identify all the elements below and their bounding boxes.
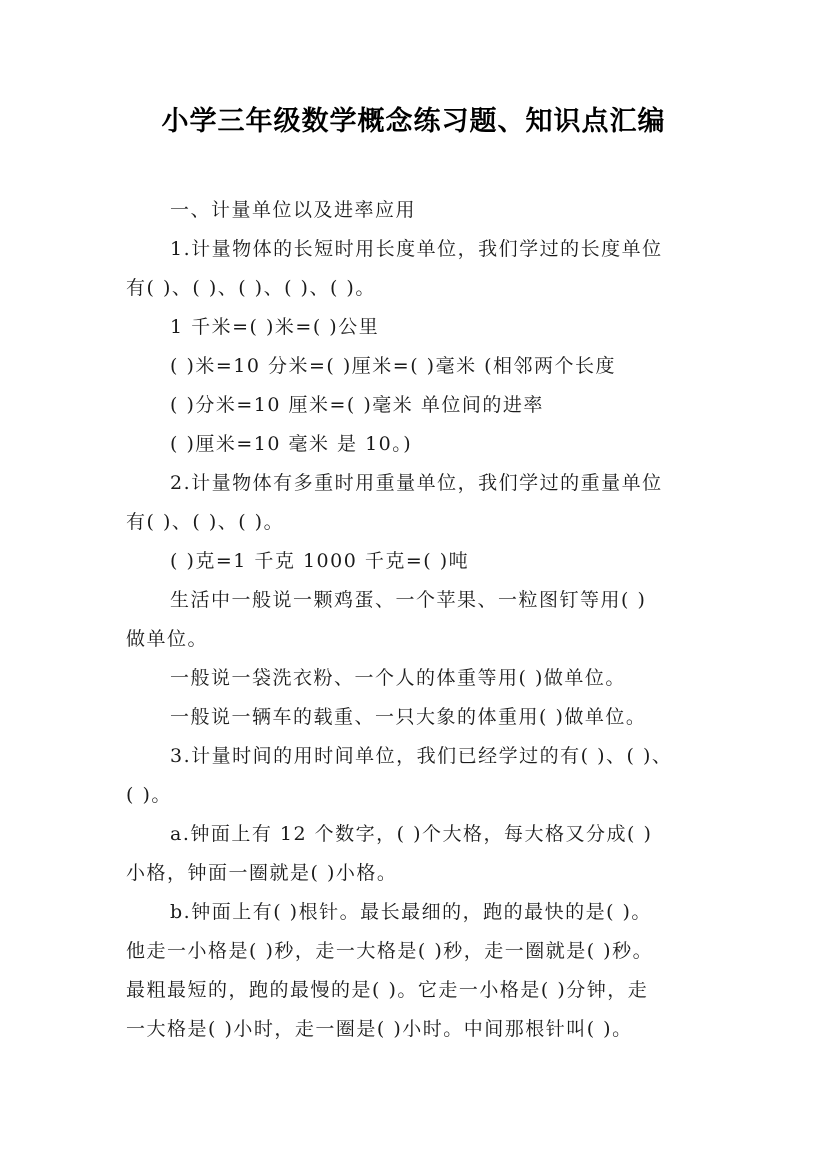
question-1-blanks: 有( )、( )、( )、( )、( )。: [126, 277, 376, 299]
clock-question-a-cont: 小格，钟面一圈就是( )小格。: [126, 862, 398, 884]
question-3-blanks: ( )。: [126, 784, 172, 806]
clock-question-a: a.钟面上有 12 个数字，( )个大格，每大格又分成( ): [170, 823, 653, 845]
question-2-blanks: 有( )、( )、( )。: [126, 511, 285, 533]
conversion-km: 1 千米=( )米=( )公里: [170, 316, 380, 338]
weight-example-1-cont: 做单位。: [126, 628, 209, 650]
clock-question-b-line2: 他走一小格是( )秒，走一大格是( )秒，走一圈就是( )秒。: [126, 940, 654, 962]
weight-example-2: 一般说一袋洗衣粉、一个人的体重等用( )做单位。: [170, 667, 626, 689]
section-heading-units: 一、计量单位以及进率应用: [170, 199, 417, 221]
question-2-text: 2.计量物体有多重时用重量单位，我们学过的重量单位: [170, 472, 663, 494]
question-1-text: 1.计量物体的长短时用长度单位，我们学过的长度单位: [170, 238, 663, 260]
document-title: 小学三年级数学概念练习题、知识点汇编: [161, 106, 666, 137]
weight-example-1: 生活中一般说一颗鸡蛋、一个苹果、一粒图钉等用( ): [170, 589, 647, 611]
conversion-cm: ( )厘米=10 毫米 是 10。): [170, 433, 413, 455]
weight-example-3: 一般说一辆车的载重、一只大象的体重用( )做单位。: [170, 706, 647, 728]
conversion-dm: ( )分米=10 厘米=( )毫米 单位间的进率: [170, 394, 544, 416]
question-3-text: 3.计量时间的用时间单位，我们已经学过的有( )、( )、: [170, 745, 673, 767]
clock-question-b-line4: 一大格是( )小时，走一圈是( )小时。中间那根针叫( )。: [126, 1018, 633, 1040]
conversion-weight: ( )克=1 千克 1000 千克=( )吨: [170, 550, 470, 572]
clock-question-b: b.钟面上有( )根针。最长最细的，跑的最快的是( )。: [170, 901, 652, 923]
conversion-m: ( )米=10 分米=( )厘米=( )毫米 (相邻两个长度: [170, 355, 617, 377]
clock-question-b-line3: 最粗最短的，跑的最慢的是( )。它走一小格是( )分钟，走: [126, 979, 649, 1001]
